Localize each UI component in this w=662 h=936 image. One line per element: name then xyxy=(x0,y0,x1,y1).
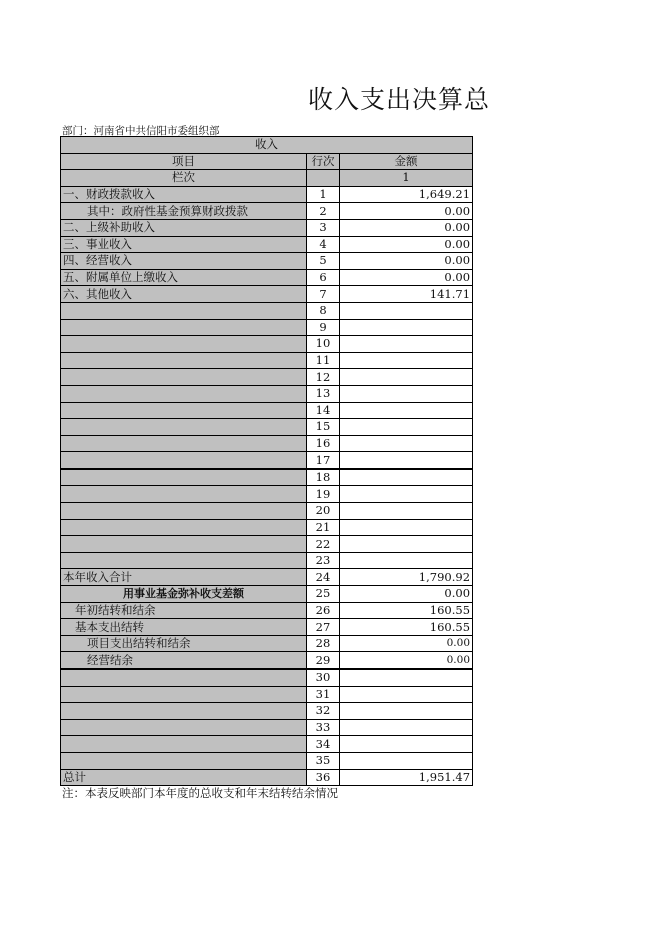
row-item-label xyxy=(61,435,307,452)
row-number: 17 xyxy=(307,452,340,469)
section-header: 收入 xyxy=(61,137,473,154)
row-amount xyxy=(340,736,473,753)
row-number: 33 xyxy=(307,719,340,736)
row-amount: 0.00 xyxy=(340,586,473,603)
table-row xyxy=(61,752,473,769)
row-number: 27 xyxy=(307,619,340,636)
row-amount xyxy=(340,669,473,686)
row-number: 5 xyxy=(307,253,340,270)
table-row xyxy=(61,435,473,452)
column-header-amount: 金额 xyxy=(340,153,473,170)
row-number: 23 xyxy=(307,552,340,569)
sub-header-amount: 1 xyxy=(340,170,473,187)
row-amount xyxy=(340,419,473,436)
row-amount: 0.00 xyxy=(340,253,473,270)
row-amount: 1,951.47 xyxy=(340,769,473,786)
row-number: 29 xyxy=(307,652,340,669)
column-header-row: 行次 xyxy=(307,153,340,170)
row-number: 28 xyxy=(307,635,340,652)
row-amount: 0.00 xyxy=(340,219,473,236)
row-item-label xyxy=(61,486,307,503)
row-number: 2 xyxy=(307,203,340,220)
row-item-label: 二、上级补助收入 xyxy=(61,219,307,236)
table-row xyxy=(61,552,473,569)
table-row xyxy=(61,469,473,486)
table-row xyxy=(61,253,473,270)
row-number: 16 xyxy=(307,435,340,452)
row-amount xyxy=(340,686,473,703)
row-item-label xyxy=(61,419,307,436)
row-number: 12 xyxy=(307,369,340,386)
row-number: 34 xyxy=(307,736,340,753)
table-row xyxy=(61,269,473,286)
table-row xyxy=(61,402,473,419)
row-item-label xyxy=(61,686,307,703)
row-amount: 0.00 xyxy=(340,652,473,669)
row-item-label: 用事业基金弥补收支差额 xyxy=(61,586,307,603)
table-row xyxy=(61,602,473,619)
row-number: 14 xyxy=(307,402,340,419)
row-amount: 1,649.21 xyxy=(340,186,473,203)
sub-header-row xyxy=(307,170,340,187)
row-amount: 160.55 xyxy=(340,619,473,636)
row-number: 21 xyxy=(307,519,340,536)
row-number: 18 xyxy=(307,469,340,486)
row-amount xyxy=(340,452,473,469)
row-amount: 160.55 xyxy=(340,602,473,619)
row-item-label xyxy=(61,536,307,553)
row-item-label: 四、经营收入 xyxy=(61,253,307,270)
row-amount xyxy=(340,503,473,520)
table-row xyxy=(61,703,473,720)
row-item-label: 总计 xyxy=(61,769,307,786)
row-item-label xyxy=(61,703,307,720)
row-item-label: 本年收入合计 xyxy=(61,569,307,586)
row-amount: 0.00 xyxy=(340,269,473,286)
row-item-label: 年初结转和结余 xyxy=(61,602,307,619)
row-item-label xyxy=(61,319,307,336)
row-amount xyxy=(340,486,473,503)
sub-header-item: 栏次 xyxy=(61,170,307,187)
table-row xyxy=(61,385,473,402)
table-row xyxy=(61,719,473,736)
income-table xyxy=(60,136,473,786)
row-number: 8 xyxy=(307,302,340,319)
row-number: 13 xyxy=(307,385,340,402)
row-number: 1 xyxy=(307,186,340,203)
table-row xyxy=(61,635,473,652)
row-amount: 0.00 xyxy=(340,203,473,220)
table-row xyxy=(61,486,473,503)
table-row xyxy=(61,736,473,753)
table-row xyxy=(61,452,473,469)
row-item-label: 五、附属单位上缴收入 xyxy=(61,269,307,286)
table-row xyxy=(61,319,473,336)
table-row xyxy=(61,419,473,436)
row-item-label: 经营结余 xyxy=(61,652,307,669)
row-amount xyxy=(340,435,473,452)
row-amount xyxy=(340,519,473,536)
table-row xyxy=(61,686,473,703)
data-rows xyxy=(61,186,473,785)
row-item-label: 其中：政府性基金预算财政拨款 xyxy=(61,203,307,220)
row-amount xyxy=(340,469,473,486)
row-amount: 0.00 xyxy=(340,635,473,652)
table-row xyxy=(61,652,473,669)
row-amount xyxy=(340,536,473,553)
row-item-label: 三、事业收入 xyxy=(61,236,307,253)
row-amount xyxy=(340,336,473,353)
row-item-label: 项目支出结转和结余 xyxy=(61,635,307,652)
row-item-label xyxy=(61,352,307,369)
row-item-label xyxy=(61,452,307,469)
row-number: 24 xyxy=(307,569,340,586)
row-amount xyxy=(340,719,473,736)
row-item-label xyxy=(61,552,307,569)
footnote: 注：本表反映部门本年度的总收支和年末结转结余情况 xyxy=(62,786,338,800)
row-amount xyxy=(340,752,473,769)
table-row xyxy=(61,669,473,686)
row-number: 26 xyxy=(307,602,340,619)
table-row xyxy=(61,536,473,553)
row-amount xyxy=(340,703,473,720)
row-number: 19 xyxy=(307,486,340,503)
row-item-label xyxy=(61,402,307,419)
row-number: 3 xyxy=(307,219,340,236)
row-item-label xyxy=(61,302,307,319)
table-row xyxy=(61,769,473,786)
table-row xyxy=(61,203,473,220)
row-amount: 141.71 xyxy=(340,286,473,303)
row-item-label: 六、其他收入 xyxy=(61,286,307,303)
row-item-label xyxy=(61,336,307,353)
row-item-label xyxy=(61,669,307,686)
row-amount xyxy=(340,319,473,336)
table-row xyxy=(61,186,473,203)
row-amount xyxy=(340,402,473,419)
table-row xyxy=(61,352,473,369)
row-number: 22 xyxy=(307,536,340,553)
row-number: 35 xyxy=(307,752,340,769)
table-row xyxy=(61,286,473,303)
row-amount xyxy=(340,385,473,402)
row-item-label: 基本支出结转 xyxy=(61,619,307,636)
row-item-label xyxy=(61,503,307,520)
row-number: 20 xyxy=(307,503,340,520)
row-amount xyxy=(340,369,473,386)
table-row xyxy=(61,619,473,636)
table-row xyxy=(61,336,473,353)
row-item-label xyxy=(61,752,307,769)
row-item-label xyxy=(61,469,307,486)
table-row xyxy=(61,586,473,603)
report-title: 收入支出决算总 xyxy=(308,85,491,114)
row-number: 10 xyxy=(307,336,340,353)
row-item-label: 一、财政拨款收入 xyxy=(61,186,307,203)
row-number: 36 xyxy=(307,769,340,786)
row-number: 15 xyxy=(307,419,340,436)
row-number: 25 xyxy=(307,586,340,603)
row-item-label xyxy=(61,719,307,736)
row-number: 7 xyxy=(307,286,340,303)
row-number: 9 xyxy=(307,319,340,336)
row-item-label xyxy=(61,369,307,386)
row-amount: 0.00 xyxy=(340,236,473,253)
row-item-label xyxy=(61,385,307,402)
row-number: 11 xyxy=(307,352,340,369)
row-number: 31 xyxy=(307,686,340,703)
table-row xyxy=(61,519,473,536)
row-item-label xyxy=(61,519,307,536)
row-amount: 1,790.92 xyxy=(340,569,473,586)
row-amount xyxy=(340,302,473,319)
column-header-item: 项目 xyxy=(61,153,307,170)
table-row xyxy=(61,369,473,386)
department-label: 部门：河南省中共信阳市委组织部 xyxy=(62,125,220,137)
table-row xyxy=(61,503,473,520)
header-row-columns xyxy=(61,153,473,170)
table-row xyxy=(61,302,473,319)
header-row-section xyxy=(61,137,473,154)
row-amount xyxy=(340,552,473,569)
row-number: 6 xyxy=(307,269,340,286)
header-row-sub xyxy=(61,170,473,187)
table-row xyxy=(61,236,473,253)
table-row xyxy=(61,219,473,236)
row-item-label xyxy=(61,736,307,753)
row-number: 32 xyxy=(307,703,340,720)
row-number: 30 xyxy=(307,669,340,686)
table-row xyxy=(61,569,473,586)
row-number: 4 xyxy=(307,236,340,253)
row-amount xyxy=(340,352,473,369)
